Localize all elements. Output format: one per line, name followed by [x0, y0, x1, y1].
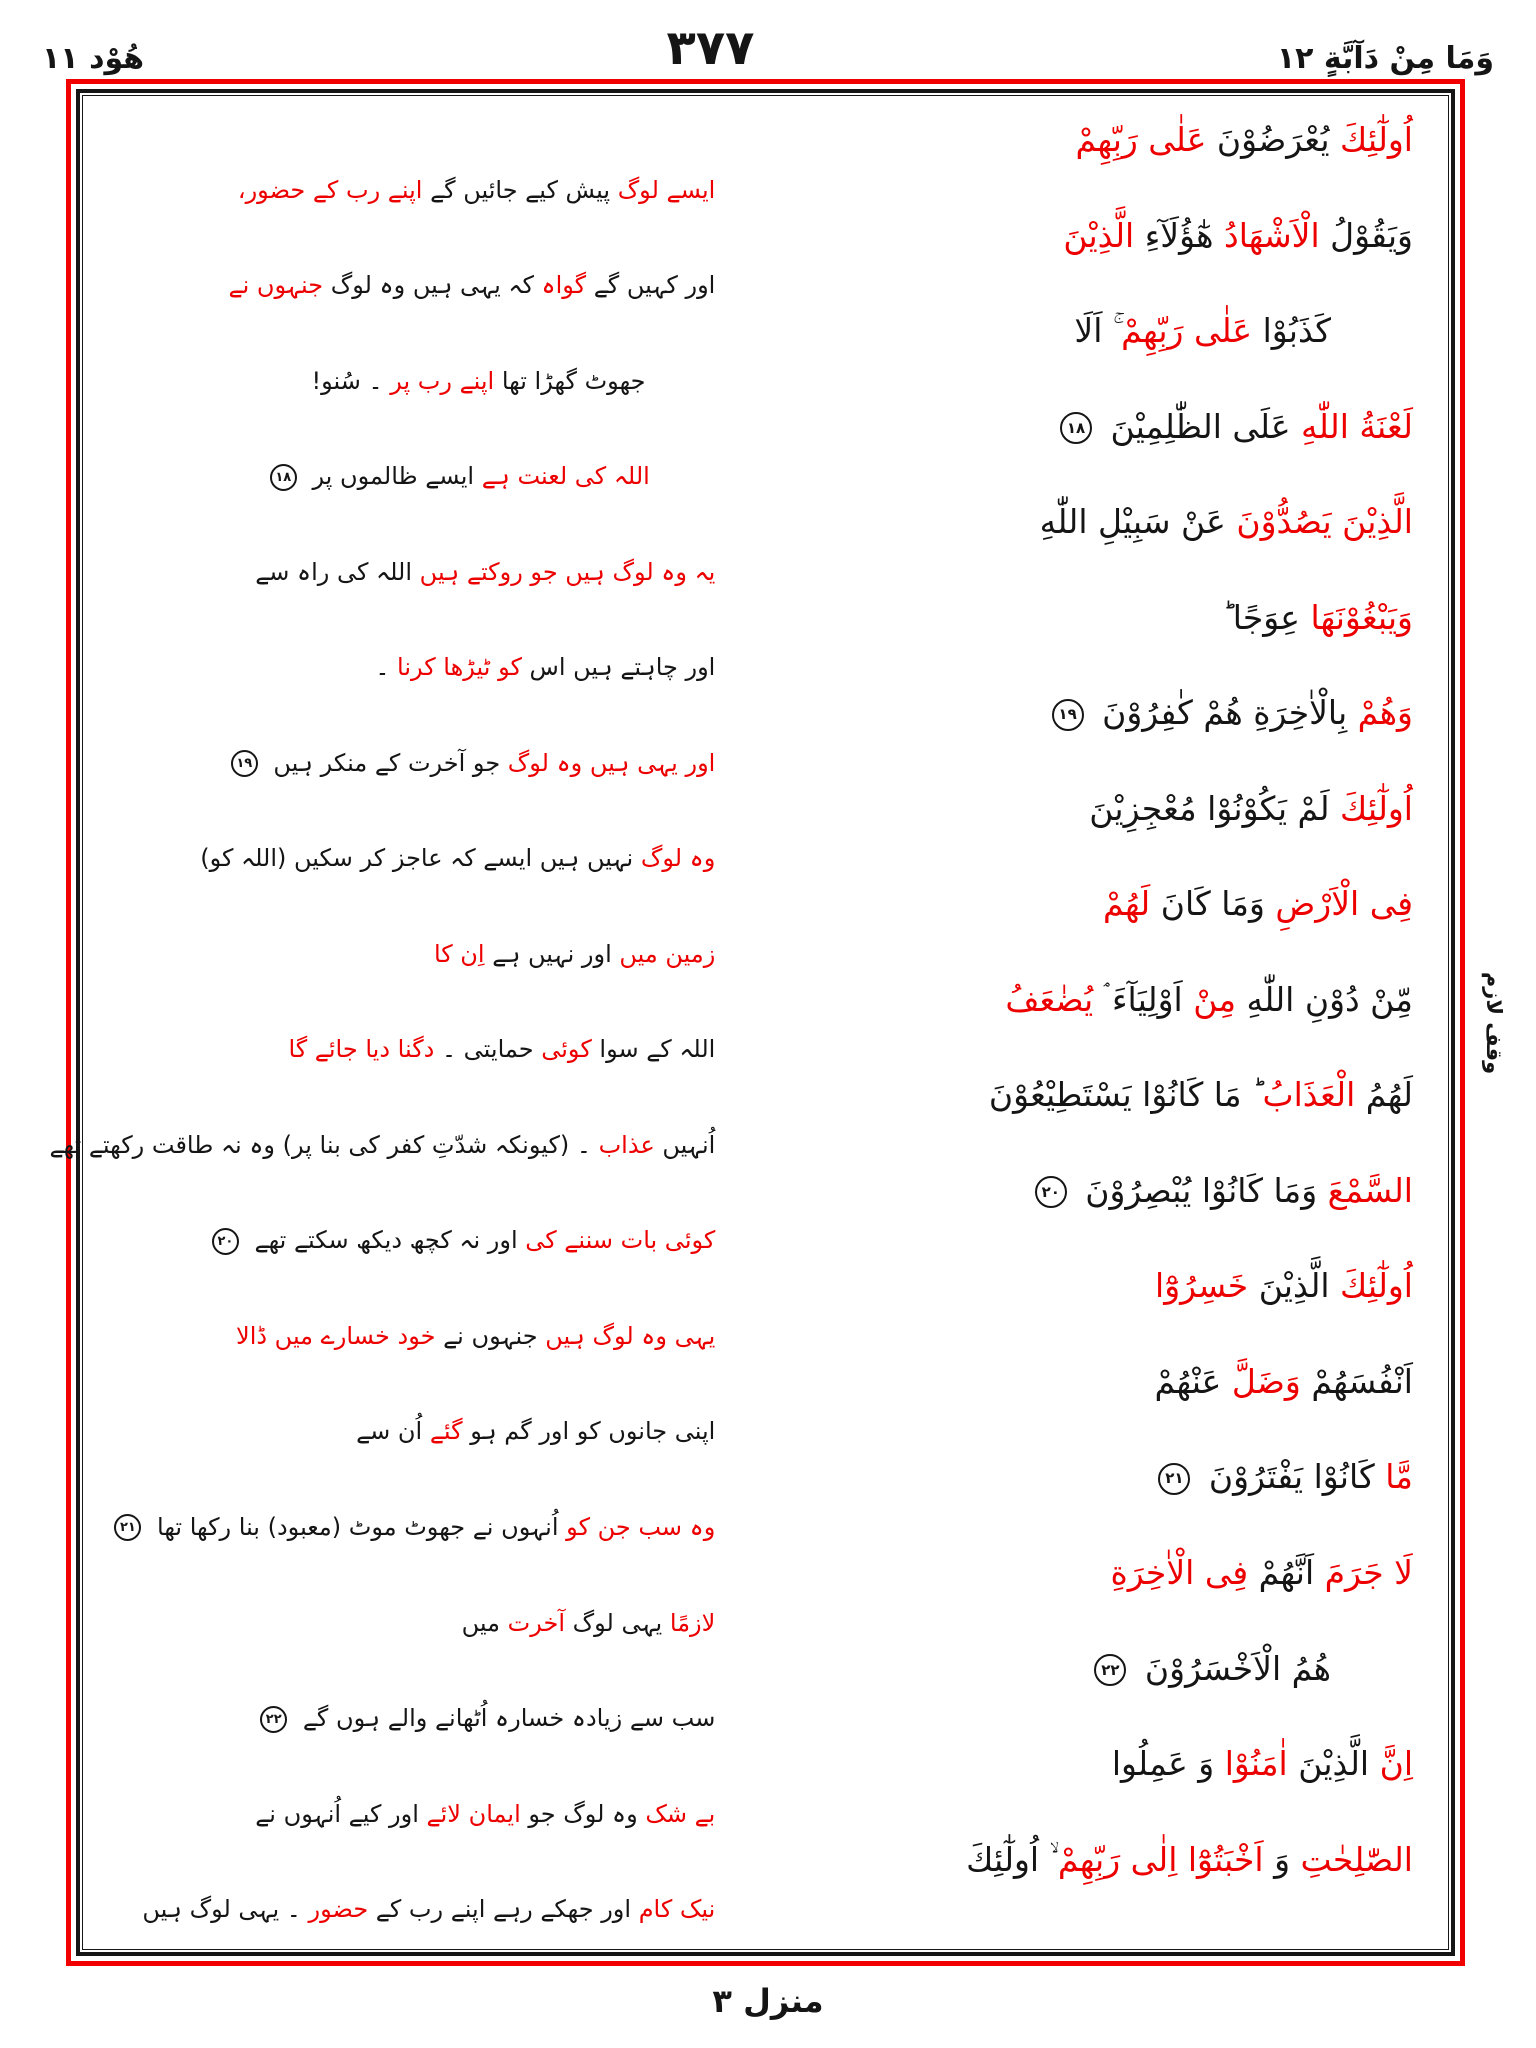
- page-header: [42, 16, 1494, 76]
- quran-line-row: [102, 1456, 1421, 1552]
- arabic-segment: لَمْ يَكُوْنُوْا مُعْجِزِيْنَ: [1089, 788, 1330, 828]
- arabic-segment: وَ عَمِلُوا: [1111, 1744, 1215, 1784]
- arabic-segment: يُعْرَضُوْنَ: [1216, 120, 1330, 159]
- arabic-segment: اُولٰٓئِكَ: [1340, 120, 1413, 159]
- urdu-segment: اُنہیں: [662, 1130, 716, 1159]
- arabic-ayah-line: [715, 883, 1421, 924]
- urdu-segment: لازمًا: [669, 1608, 716, 1637]
- urdu-segment: وہ لوگ جو: [528, 1799, 638, 1828]
- urdu-segment: حضور: [308, 1895, 369, 1924]
- urdu-segment: ۔: [375, 653, 390, 682]
- text-block: [49, 89, 1455, 1956]
- urdu-segment: ۔ (کیونکہ شدّتِ کفر کی بنا پر) وہ نہ طاقت رکھتے تھے: [49, 1130, 591, 1159]
- quran-line-row: [102, 501, 1421, 597]
- urdu-translation-line: [102, 461, 650, 501]
- arabic-ayah-line: [715, 1552, 1421, 1593]
- verse-number-badge: ۲۱: [114, 1514, 141, 1541]
- urdu-translation-line: [102, 270, 715, 310]
- verse-number-badge: ۱۸: [270, 464, 297, 491]
- urdu-segment: دگنا دیا جائے گا: [288, 1035, 435, 1064]
- arabic-segment: وَمَا كَانَ: [1160, 884, 1265, 924]
- arabic-segment: لَهُمْ: [1103, 884, 1151, 924]
- arabic-segment: اُولٰٓئِكَ: [1340, 788, 1413, 828]
- urdu-segment: یہی وہ لوگ ہیں: [545, 1321, 716, 1350]
- urdu-segment: اِن کا: [433, 939, 485, 968]
- waqf-margin-note: وقف لازم: [1482, 971, 1506, 1075]
- urdu-translation-line: [102, 748, 715, 788]
- urdu-segment: عذاب: [598, 1130, 655, 1159]
- arabic-segment: عَنْهُمْ: [1154, 1361, 1222, 1401]
- urdu-segment: بے شک: [645, 1799, 716, 1828]
- verse-number-badge: ١٨: [1060, 412, 1092, 444]
- urdu-segment: گواہ: [541, 271, 587, 300]
- quran-line-row: [102, 1170, 1421, 1266]
- urdu-segment: جنہوں نے: [443, 1321, 538, 1350]
- quran-line-row: [102, 310, 1421, 406]
- urdu-segment: اور یہی ہیں وہ لوگ: [507, 748, 716, 777]
- urdu-segment: کو ٹیڑھا کرنا: [397, 653, 522, 682]
- urdu-segment: ایسے ظالموں پر: [312, 462, 475, 491]
- arabic-ayah-line: [715, 1265, 1421, 1306]
- urdu-translation-line: [49, 1130, 716, 1170]
- quran-line-row: [102, 406, 1421, 502]
- urdu-translation-line: [102, 652, 715, 692]
- arabic-segment: هٰٓؤُلَآءِ: [1144, 215, 1214, 255]
- arabic-segment: اٰمَنُوْا: [1224, 1744, 1288, 1784]
- arabic-segment: فِى الْاَرْضِ: [1275, 884, 1413, 924]
- arabic-segment: عَنْ سَبِيْلِ اللّٰهِ: [1039, 502, 1226, 542]
- arabic-segment: لَهُمُ: [1365, 1075, 1413, 1115]
- urdu-segment: میں: [461, 1608, 501, 1637]
- arabic-ayah-line: [715, 1074, 1421, 1115]
- arabic-segment: كَانُوْا يَفْتَرُوْنَ: [1208, 1457, 1375, 1497]
- arabic-segment: اَخْبَتُوْٓا اِلٰى رَبِّهِمْ: [1057, 1839, 1264, 1879]
- urdu-segment: ایسے لوگ: [617, 175, 716, 204]
- urdu-segment: اُن سے: [356, 1417, 423, 1446]
- quran-line-row: [102, 1743, 1421, 1839]
- arabic-segment: وَمَا كَانُوْا يُبْصِرُوْنَ: [1085, 1170, 1318, 1210]
- arabic-segment: مَا كَانُوْا يَسْتَطِيْعُوْنَ: [988, 1075, 1242, 1115]
- arabic-segment: اُولٰٓئِكَ: [1340, 1266, 1413, 1306]
- urdu-segment: کوئی: [541, 1035, 592, 1064]
- arabic-ayah-line: [715, 1839, 1421, 1880]
- urdu-translation-line: [102, 366, 645, 406]
- urdu-segment: کہ یہی ہیں وہ لوگ: [330, 271, 534, 300]
- urdu-segment: وہ لوگ: [640, 844, 716, 873]
- quran-line-row: [102, 883, 1421, 979]
- juz-name-header: وَمَا مِنْ دَآبَّةٍ ۱۲: [1276, 41, 1494, 76]
- urdu-segment: اللہ کے سوا: [599, 1035, 716, 1064]
- arabic-ayah-line: [715, 1170, 1421, 1211]
- arabic-segment: يُضٰعَفُ: [1005, 979, 1094, 1019]
- page-number: ۳۷۷: [666, 20, 755, 76]
- arabic-segment: اَنَّهُمْ: [1258, 1552, 1315, 1592]
- arabic-segment: السَّمْعَ: [1327, 1170, 1413, 1210]
- arabic-segment: بِالْاٰخِرَةِ هُمْ كٰفِرُوْنَ: [1102, 693, 1348, 733]
- urdu-segment: ایمان لائے: [426, 1799, 521, 1828]
- urdu-translation-line: [102, 1321, 715, 1361]
- urdu-segment: جنہوں نے: [228, 271, 324, 300]
- arabic-segment: فِى الْاٰخِرَةِ: [1110, 1552, 1249, 1592]
- arabic-segment: اَلَا: [1074, 311, 1103, 351]
- urdu-translation-line: [102, 843, 715, 883]
- verse-number-badge: ٢١: [1158, 1463, 1190, 1495]
- arabic-segment: الَّذِيْنَ: [1063, 215, 1135, 255]
- verse-number-badge: ٢٢: [1094, 1654, 1126, 1686]
- quran-line-row: [102, 1839, 1421, 1935]
- arabic-ayah-line: [715, 597, 1421, 638]
- arabic-segment: مَّا: [1385, 1457, 1413, 1497]
- arabic-ayah-line: [785, 310, 1421, 351]
- verse-number-badge: ١٩: [1052, 699, 1084, 731]
- urdu-segment: یہی لوگ: [572, 1608, 663, 1637]
- quran-line-row: [102, 1648, 1421, 1744]
- arabic-segment: اِنَّ: [1379, 1744, 1413, 1784]
- verse-number-badge: ٢٠: [1035, 1176, 1067, 1208]
- arabic-ayah-line: [715, 1456, 1421, 1497]
- quran-line-row: [102, 979, 1421, 1075]
- urdu-segment: اور چاہتے ہیں اس: [529, 653, 716, 682]
- urdu-segment: اُنہوں نے جھوٹ موٹ (معبود) بنا رکھا تھا: [157, 1512, 559, 1541]
- urdu-translation-line: [102, 1608, 715, 1648]
- arabic-segment: مِّنْ دُوْنِ اللّٰهِ: [1246, 979, 1413, 1019]
- urdu-segment: سب سے زیادہ خسارہ اُٹھانے والے ہوں گے: [302, 1704, 716, 1733]
- urdu-segment: اور جھکے رہے اپنے رب کے: [375, 1895, 632, 1924]
- arabic-segment: هُمُ الْاَخْسَرُوْنَ: [1144, 1648, 1331, 1688]
- arabic-ayah-line: [790, 406, 1421, 447]
- urdu-segment: اور نہ کچھ دیکھ سکتے تھے: [254, 1226, 518, 1255]
- arabic-ayah-line: [715, 788, 1421, 829]
- urdu-segment: جھوٹ گھڑا تھا: [501, 366, 646, 395]
- arabic-segment: وَهُمْ: [1357, 693, 1413, 733]
- urdu-segment: جو آخرت کے منکر ہیں: [273, 748, 501, 777]
- urdu-segment: اللہ کی لعنت ہے: [481, 462, 650, 491]
- manzil-footer: منزل ۳: [712, 1982, 824, 2020]
- quran-line-row: [102, 692, 1421, 788]
- quran-line-row: [49, 1074, 1421, 1170]
- arabic-ayah-line: [715, 979, 1421, 1020]
- urdu-segment: اور کیے اُنہوں نے: [255, 1799, 419, 1828]
- urdu-translation-line: [102, 557, 715, 597]
- urdu-segment: اور نہیں ہے: [492, 939, 612, 968]
- urdu-segment: خود خسارے میں ڈالا: [236, 1321, 436, 1350]
- urdu-segment: نیک کام: [638, 1895, 716, 1924]
- arabic-segment: اَوْلِيَآءَ: [1112, 979, 1183, 1019]
- arabic-segment: عَلٰى رَبِّهِمْ: [1121, 311, 1253, 351]
- urdu-segment: گئے: [429, 1417, 463, 1446]
- arabic-ayah-line: [715, 1361, 1421, 1402]
- verse-number-badge: ۱۹: [231, 750, 258, 777]
- arabic-ayah-line: [715, 215, 1421, 256]
- arabic-segment: وَيَقُوْلُ: [1330, 215, 1413, 255]
- arabic-ayah-line: [715, 1743, 1421, 1784]
- urdu-segment: کوئی بات سننے کی: [525, 1226, 716, 1255]
- arabic-segment: لَعْنَةُ اللّٰهِ: [1301, 406, 1413, 446]
- verse-number-badge: ۲۲: [260, 1706, 287, 1733]
- arabic-segment: عَلٰى رَبِّهِمْ: [1075, 120, 1207, 159]
- urdu-segment: آخرت: [507, 1608, 566, 1637]
- urdu-translation-line: [102, 1034, 715, 1074]
- quran-line-row: [102, 119, 1421, 215]
- urdu-segment: یہ وہ لوگ ہیں جو روکتے ہیں: [419, 557, 716, 586]
- quran-line-row: [102, 1552, 1421, 1648]
- quran-line-row: [102, 215, 1421, 311]
- arabic-ayah-line: [715, 119, 1421, 160]
- urdu-segment: نہیں ہیں ایسے کہ عاجز کر سکیں (اللہ کو): [200, 844, 634, 873]
- urdu-segment: پیش کیے جائیں گے: [430, 175, 611, 204]
- arabic-segment: خَسِرُوْٓا: [1155, 1266, 1249, 1306]
- surah-name-header: هُوْد ۱۱: [42, 41, 145, 76]
- arabic-segment: الْعَذَابُ: [1262, 1075, 1356, 1115]
- urdu-segment: زمین میں: [619, 939, 716, 968]
- urdu-segment: حمایتی: [463, 1035, 534, 1064]
- urdu-translation-line: [102, 1894, 715, 1934]
- arabic-ayah-line: [715, 501, 1421, 542]
- urdu-segment: ۔: [441, 1035, 457, 1064]
- arabic-segment: لَا جَرَمَ: [1324, 1552, 1413, 1592]
- arabic-segment: وَيَبْغُوْنَهَا: [1310, 597, 1413, 637]
- urdu-segment: اللہ کی راہ سے: [255, 557, 413, 586]
- urdu-translation-line: [102, 175, 715, 215]
- quran-line-row: [102, 788, 1421, 884]
- arabic-segment: الْاَشْهَادُ: [1224, 215, 1320, 255]
- arabic-ayah-line: [715, 692, 1421, 733]
- urdu-translation-line: [102, 1512, 715, 1552]
- arabic-segment: اُولٰٓئِكَ: [966, 1839, 1040, 1879]
- arabic-segment: اَنْفُسَهُمْ: [1311, 1361, 1413, 1401]
- urdu-translation-line: [102, 939, 715, 979]
- quran-line-row: [102, 1265, 1421, 1361]
- urdu-translation-line: [102, 1416, 715, 1456]
- arabic-segment: كَذَبُوْا: [1262, 311, 1331, 351]
- arabic-segment: الصّٰلِحٰتِ: [1300, 1839, 1413, 1879]
- page-border-frame: [49, 79, 1465, 1966]
- verse-number-badge: ۲۰: [212, 1228, 239, 1255]
- urdu-translation-line: [102, 1799, 715, 1839]
- arabic-segment: عِوَجًا: [1232, 597, 1300, 637]
- urdu-segment: وہ سب جن کو: [566, 1512, 716, 1541]
- arabic-segment: مِنْ: [1193, 979, 1236, 1019]
- urdu-translation-line: [102, 1703, 715, 1743]
- urdu-segment: ۔ یہی لوگ ہیں: [142, 1895, 301, 1924]
- urdu-segment: اپنی جانوں کو اور گم ہو: [470, 1417, 716, 1446]
- arabic-segment: الَّذِيْنَ يَصُدُّوْنَ: [1236, 502, 1413, 542]
- arabic-segment: وَ: [1274, 1839, 1290, 1879]
- arabic-segment: عَلَى الظّٰلِمِيْنَ: [1110, 406, 1291, 446]
- urdu-translation-line: [102, 1225, 715, 1265]
- arabic-segment: الَّذِيْنَ: [1298, 1744, 1370, 1784]
- urdu-segment: اور کہیں گے: [593, 271, 716, 300]
- arabic-segment: وَضَلَّ: [1231, 1361, 1301, 1401]
- arabic-segment: الَّذِيْنَ: [1258, 1266, 1330, 1306]
- arabic-ayah-line: [715, 1648, 1421, 1689]
- urdu-segment: ۔ سُنو!: [311, 366, 383, 395]
- urdu-segment: اپنے رب کے حضور،: [237, 175, 423, 204]
- urdu-segment: اپنے رب پر: [390, 366, 495, 395]
- quran-line-row: [102, 597, 1421, 693]
- quran-line-row: [102, 1361, 1421, 1457]
